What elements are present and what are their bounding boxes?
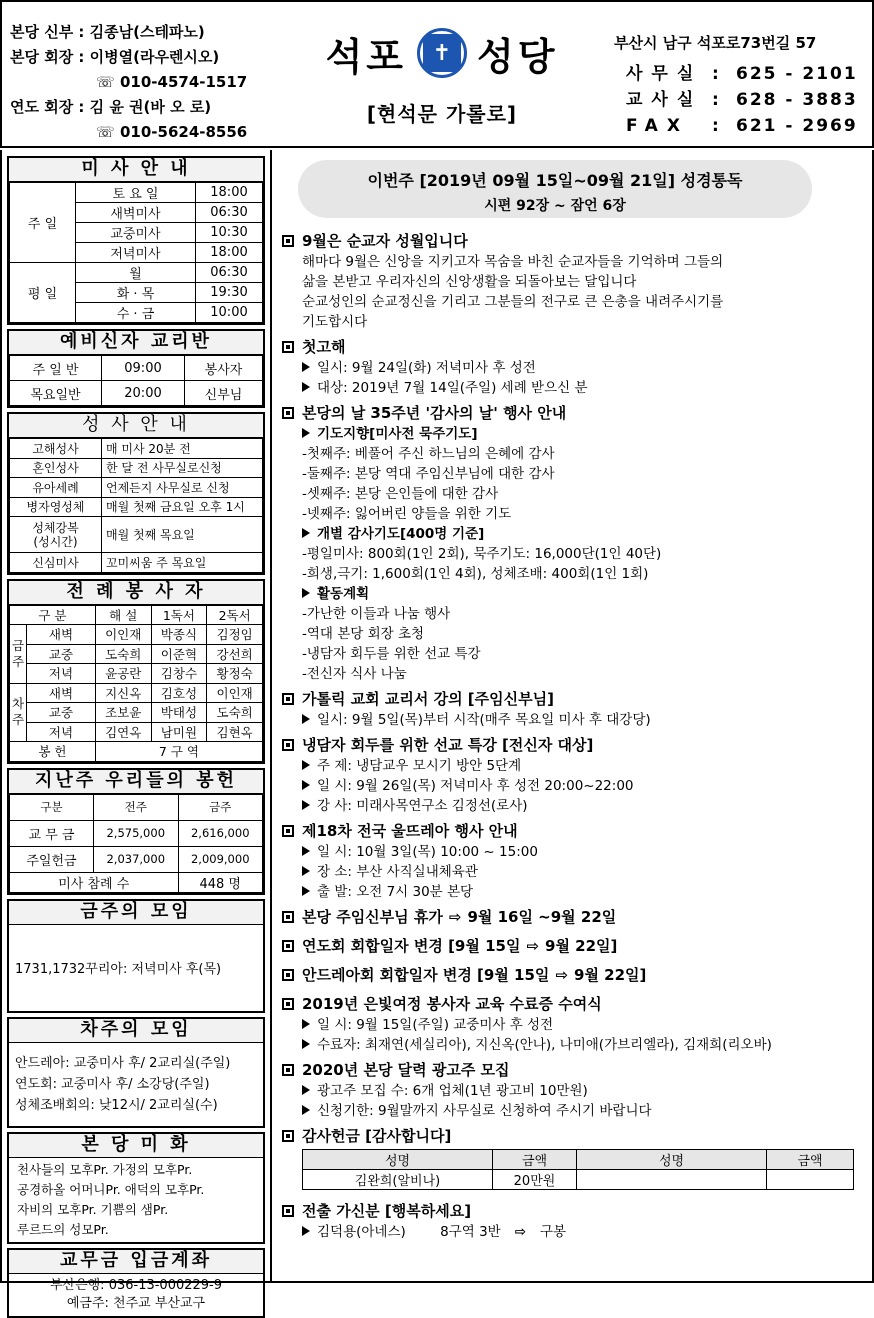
- notice-text: 광고주 모집 수: 6개 업체(1년 광고비 10만원): [317, 1083, 588, 1099]
- notice-text: 수료자: 최재연(세실리아), 지신옥(안나), 나미애(가브리엘라), 김재희(리오바): [317, 1037, 772, 1053]
- triangle-bullet-icon: [302, 1226, 310, 1236]
- notice-subtitle: 활동계획: [317, 586, 370, 602]
- notice-title: 전출 가신분 [행복하세요]: [302, 1202, 472, 1220]
- triangle-bullet-icon: [302, 1039, 310, 1049]
- mass-schedule-box: [7, 156, 265, 325]
- notice-text: -첫째주: 베풀어 주신 하느님의 은혜에 감사: [302, 446, 555, 462]
- notice-title: 제18차 전국 울뜨레아 행사 안내: [302, 822, 518, 840]
- contact-teachers: 교사실 : 628 - 3883: [626, 90, 858, 110]
- bullet-square-icon: [282, 969, 294, 981]
- notice-title: 2020년 본당 달력 광고주 모집: [302, 1061, 510, 1079]
- table-row: 저녁 김연옥 남미원 김현옥: [10, 722, 263, 742]
- table-row: 저녁 윤공란 김창수 황정숙: [10, 664, 263, 684]
- account-box: [7, 1248, 265, 1318]
- table-row: 새벽미사 06:30: [10, 203, 263, 223]
- notice-text: 일 시: 9월 26일(목) 저녁미사 후 성전 20:00~22:00: [317, 778, 634, 794]
- notice-text: -가난한 이들과 나눔 행사: [302, 606, 451, 622]
- notice-text: -셋째주: 본당 은인들에 대한 감사: [302, 486, 499, 502]
- flower-title: 본 당 미 화: [9, 1134, 263, 1158]
- list-item: 자비의 모후Pr. 기쁨의 샘Pr.: [17, 1201, 169, 1217]
- account-holder: 예금주: 천주교 부산교구: [66, 1295, 206, 1311]
- table-row: 교중 조보윤 박태성 도숙희: [10, 703, 263, 723]
- list-item: 안드레아: 교중미사 후/ 2교리실(주일): [15, 1055, 231, 1071]
- list-item: 루르드의 성모Pr.: [17, 1221, 109, 1237]
- table-row: 교중 도숙희 이준혁 강선희: [10, 644, 263, 664]
- bullet-square-icon: [282, 693, 294, 705]
- bullet-square-icon: [282, 1130, 294, 1142]
- notice-pastor-vacation: [282, 906, 862, 928]
- notice-thanks-offering: [282, 1125, 862, 1190]
- notice-text: -역대 본당 회장 초청: [302, 626, 425, 642]
- table-row: 혼인성사 한 달 전 사무실로신청: [10, 458, 263, 478]
- this-week-meeting-text: 1731,1732꾸리아: 저녁미사 후(목): [15, 962, 222, 977]
- notice-title: 본당의 날 35주년 '감사의 날' 행사 안내: [302, 404, 567, 422]
- triangle-bullet-icon: [302, 1019, 310, 1029]
- bullet-square-icon: [282, 341, 294, 353]
- notice-text: 일 시: 10월 3일(목) 10:00 ~ 15:00: [317, 844, 538, 860]
- list-item: 연도회: 교중미사 후/ 소강당(주일): [15, 1076, 210, 1092]
- notice-text: 강 사: 미래사목연구소 김정선(로사): [317, 798, 528, 814]
- triangle-bullet-icon: [302, 362, 310, 372]
- offering-title: 지난주 우리들의 봉헌: [9, 770, 263, 794]
- table-row: 성명 금액 성명 금액: [303, 1150, 854, 1170]
- notice-text: -넷째주: 잃어버린 양들을 위한 기도: [302, 506, 512, 522]
- bank-account: 부산은행: 036-13-000229-9: [49, 1277, 223, 1293]
- table-row: 고해성사 매 미사 20분 전: [10, 439, 263, 459]
- bullet-square-icon: [282, 739, 294, 751]
- triangle-bullet-icon: [302, 1085, 310, 1095]
- triangle-bullet-icon: [302, 760, 310, 770]
- parish-address: 부산시 남구 석포로73번길 57: [614, 34, 817, 52]
- notice-subtitle: 기도지향[미사전 묵주기도]: [317, 426, 478, 442]
- notice-text: 김덕용(아네스) 8구역 3반: [317, 1224, 501, 1240]
- notice-text: 주 제: 냉담교우 모시기 방안 5단계: [317, 758, 522, 774]
- bible-reading-range: 시편 92장 ~ 잠언 6장: [484, 198, 626, 214]
- notice-text: -둘째주: 본당 역대 주임신부님에 대한 감사: [302, 466, 555, 482]
- notice-martyrs-month: [282, 230, 862, 332]
- notice-first-confession: [282, 336, 862, 398]
- notice-text: 대상: 2019년 7월 14일(주일) 세례 받으신 분: [317, 380, 588, 396]
- table-row: 교 무 금 2,575,000 2,616,000: [10, 820, 263, 846]
- account-info: [9, 1274, 263, 1316]
- triangle-bullet-icon: [302, 886, 310, 896]
- notice-text: 일시: 9월 24일(화) 저녁미사 후 성전: [317, 360, 536, 376]
- mass-schedule-table: [9, 182, 263, 323]
- notice-text: 신청기한: 9월말까지 사무실로 신청하여 주시기 바랍니다: [317, 1103, 652, 1119]
- arrow-right-icon: ⇨: [555, 966, 569, 984]
- list-item: 성체조배회의: 낮12시/ 2교리실(수): [15, 1097, 218, 1113]
- bullet-square-icon: [282, 825, 294, 837]
- catechumen-title: 예비신자 교리반: [9, 331, 263, 355]
- table-row: 김완희(알비나) 20만원: [303, 1170, 854, 1190]
- notice-text: 일 시: 9월 15일(주일) 교중미사 후 성전: [317, 1017, 554, 1033]
- table-row: 화 · 목 19:30: [10, 283, 263, 303]
- notice-title: 냉담자 회두를 위한 선교 특강 [전신자 대상]: [302, 736, 594, 754]
- mass-schedule-title: 미 사 안 내: [9, 158, 263, 182]
- table-row: 주 일 반 09:00 봉사자: [10, 356, 263, 381]
- table-row: 차주 새벽 지신옥 김호성 이인재: [10, 683, 263, 703]
- triangle-bullet-icon: [302, 528, 310, 538]
- next-week-meeting-title: 차주의 모임: [9, 1019, 263, 1043]
- table-row: 신심미사 꼬미씨움 주 목요일: [10, 553, 263, 573]
- arrow-right-icon: ⇨: [526, 937, 540, 955]
- table-row: 저녁미사 18:00: [10, 243, 263, 263]
- header-contacts: [614, 32, 864, 139]
- bullet-square-icon: [282, 940, 294, 952]
- bullet-square-icon: [282, 1205, 294, 1217]
- notice-catechism-lecture: [282, 688, 862, 730]
- table-row: 병자영성체 매월 첫째 금요일 오후 1시: [10, 497, 263, 517]
- notice-moved-out: [282, 1200, 862, 1242]
- notice-text: 기도합시다: [302, 314, 368, 330]
- notice-title: 본당 주임신부님 휴가: [302, 908, 443, 926]
- notice-title: 연도회 회합일자 변경 [9월 15일: [302, 937, 521, 955]
- table-row: 성체강복 (성시간) 매월 첫째 목요일: [10, 517, 263, 553]
- notice-text: 장 소: 부산 사직실내체육관: [317, 864, 478, 880]
- notice-title: 2019년 은빛여정 봉사자 교육 수료증 수여식: [302, 995, 602, 1013]
- liturgy-servers-box: [7, 579, 265, 764]
- triangle-bullet-icon: [302, 846, 310, 856]
- main-content: [272, 150, 874, 1283]
- thanks-offering-table: [302, 1149, 854, 1190]
- bullet-square-icon: [282, 235, 294, 247]
- notice-silver-journey: [282, 993, 862, 1055]
- notice-text: 일시: 9월 5일(목)부터 시작(매주 목요일 미사 후 대강당): [317, 712, 651, 728]
- notice-text: 순교성인의 순교정신을 기리고 그분들의 전구로 큰 은총을 내려주시기를: [302, 294, 724, 310]
- notice-title: 가톨릭 교회 교리서 강의 [주임신부님]: [302, 690, 554, 708]
- sacrament-box: [7, 412, 265, 575]
- notice-date: 9월 22일]: [545, 937, 618, 955]
- table-row: 구 분 해 설 1독서 2독서: [10, 605, 263, 625]
- chair-line: 본당 회장 : 이병열(라우렌시오): [10, 48, 220, 66]
- notice-mission-lecture: [282, 734, 862, 816]
- flower-box: [7, 1132, 265, 1244]
- triangle-bullet-icon: [302, 1105, 310, 1115]
- left-sidebar: [0, 150, 272, 1311]
- this-week-meeting-box: [7, 899, 265, 1013]
- arrow-right-icon: ⇨: [514, 1224, 527, 1240]
- triangle-bullet-icon: [302, 588, 310, 598]
- notice-league-meeting-change: [282, 935, 862, 957]
- triangle-bullet-icon: [302, 866, 310, 876]
- notice-ultreya: [282, 820, 862, 902]
- notice-date: 9월 22일]: [574, 966, 647, 984]
- this-week-meeting-title: 금주의 모임: [9, 901, 263, 925]
- table-row: 주일헌금 2,037,000 2,009,000: [10, 846, 263, 872]
- table-row: 미사 참례 수 448 명: [10, 872, 263, 892]
- notice-text: -희생,극기: 1,600회(1인 4회), 성체조배: 400회(1인 1회): [302, 566, 649, 582]
- header-staff-info: [10, 20, 300, 145]
- notice-text: 해마다 9월은 신앙을 지키고자 목숨을 바친 순교자들을 기억하며 그들의: [302, 254, 724, 270]
- notice-text: 구봉: [540, 1224, 567, 1240]
- list-item: 천사들의 모후Pr. 가정의 모후Pr.: [17, 1161, 193, 1177]
- table-row: 봉 헌 7 구 역: [10, 742, 263, 762]
- notice-subtitle: 개별 감사기도[400명 기준]: [317, 526, 485, 542]
- table-row: 수 · 금 10:00: [10, 303, 263, 323]
- triangle-bullet-icon: [302, 714, 310, 724]
- next-week-meeting-box: [7, 1017, 265, 1128]
- chair-phone: ☏ 010-4574-1517: [96, 73, 248, 91]
- notice-andrew-meeting-change: [282, 964, 862, 986]
- parish-patron: [현석문 가롤로]: [366, 102, 518, 126]
- parish-name-right: 성당: [477, 34, 559, 79]
- table-row: 주 일 토 요 일 18:00: [10, 183, 263, 203]
- logo-cross: ✝: [423, 34, 461, 72]
- table-row: 목요일반 20:00 신부님: [10, 381, 263, 406]
- catechumen-table: [9, 355, 263, 406]
- liturgy-servers-table: [9, 605, 263, 762]
- liturgy-servers-title: 전 례 봉 사 자: [9, 581, 263, 605]
- flower-list: [9, 1158, 263, 1242]
- bulletin-header: [0, 0, 874, 148]
- notice-text: 출 발: 오전 7시 30분 본당: [317, 884, 474, 900]
- parish-name-left: 석포: [325, 34, 407, 79]
- table-row: 금주 새벽 이인재 박종식 김정임: [10, 625, 263, 645]
- contact-fax: FAX : 621 - 2969: [626, 116, 858, 136]
- offering-box: [7, 768, 265, 895]
- catechumen-box: [7, 329, 265, 408]
- notice-title: 안드레아회 회합일자 변경 [9월 15일: [302, 966, 550, 984]
- notice-title: 첫고해: [302, 338, 346, 356]
- next-week-meeting-list: [9, 1043, 263, 1126]
- bullet-square-icon: [282, 407, 294, 419]
- bullet-square-icon: [282, 911, 294, 923]
- sacrament-title: 성 사 안 내: [9, 414, 263, 438]
- notice-calendar-ads: [282, 1059, 862, 1121]
- offering-table: [9, 794, 263, 893]
- sacrament-table: [9, 438, 263, 573]
- table-row: 평 일 월 06:30: [10, 263, 263, 283]
- triangle-bullet-icon: [302, 428, 310, 438]
- notice-title: 감사헌금 [감사합니다]: [302, 1127, 452, 1145]
- triangle-bullet-icon: [302, 780, 310, 790]
- parish-logo-icon: [417, 28, 467, 78]
- bullet-square-icon: [282, 1064, 294, 1076]
- table-row: 교중미사 10:30: [10, 223, 263, 243]
- triangle-bullet-icon: [302, 382, 310, 392]
- list-item: 공경하올 어머니Pr. 애덕의 모후Pr.: [17, 1181, 205, 1197]
- notice-date: 9월 16일 ~9월 22일: [467, 908, 617, 926]
- notice-text: -전신자 식사 나눔: [302, 666, 407, 682]
- notice-title: 9월은 순교자 성월입니다: [302, 232, 468, 250]
- table-row: 유아세례 언제든지 사무실로 신청: [10, 478, 263, 498]
- triangle-bullet-icon: [302, 800, 310, 810]
- notices: [282, 230, 862, 1246]
- arrow-right-icon: ⇨: [448, 908, 462, 926]
- table-row: 구분 전주 금주: [10, 794, 263, 820]
- account-title: 교무금 입금계좌: [9, 1250, 263, 1274]
- notice-parish-day: [282, 402, 862, 684]
- notice-text: -냉담자 회두를 위한 선교 특강: [302, 646, 481, 662]
- pastor-line: 본당 신부 : 김종남(스테파노): [10, 23, 205, 41]
- notice-text: -평일미사: 800회(1인 2회), 묵주기도: 16,000단(1인 40단): [302, 546, 662, 562]
- notice-text: 삶을 본받고 우리자신의 신앙생활을 되돌아보는 달입니다: [302, 274, 637, 290]
- contact-office: 사무실 : 625 - 2101: [626, 64, 858, 84]
- league-chair-line: 연도 회장 : 김 윤 권(바 오 로): [10, 98, 212, 116]
- bullet-square-icon: [282, 998, 294, 1010]
- bible-reading-banner: [298, 160, 812, 218]
- league-phone: ☏ 010-5624-8556: [96, 123, 248, 141]
- bible-reading-period: 이번주 [2019년 09월 15일~09월 21일] 성경통독: [367, 171, 743, 190]
- parish-title-block: [302, 18, 582, 138]
